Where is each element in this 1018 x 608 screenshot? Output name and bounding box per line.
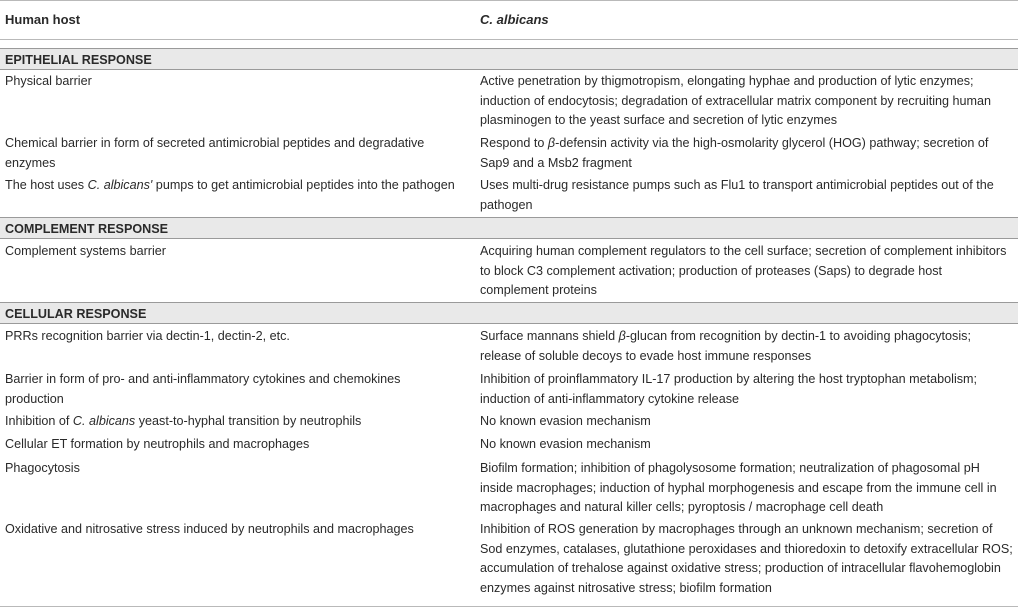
host-cell: Oxidative and nitrosative stress induced by neutrophils and macrophages <box>5 522 414 536</box>
candida-cell: Active penetration by thigmotropism, elongating hyphae and production of lytic enzymes; induction of endocytosis; degradation of extracellular matrix component by recruiting human plasminogen to the yeast surface and secretion of lytic enzymes <box>480 74 992 127</box>
beta-symbol: β <box>547 136 556 150</box>
host-cell: Cellular ET formation by neutrophils and macrophages <box>5 437 310 451</box>
candida-cell <box>480 327 1014 366</box>
candida-cell: Uses multi-drug resistance pumps such as Flu1 to transport antimicrobial peptides out of the pathogen <box>480 178 994 212</box>
candida-cell: Acquiring human complement regulators to the cell surface; secretion of complement inhibitors to block C3 complement activation; production of proteases (Saps) to degrade host complement proteins <box>480 244 1007 297</box>
header-human-host: Human host <box>5 12 81 27</box>
host-cell <box>5 412 460 432</box>
host-cell: Phagocytosis <box>5 461 80 475</box>
species-name: C. albicans' <box>87 178 153 192</box>
table-bottom-rule <box>0 606 1018 607</box>
candida-cell: No known evasion mechanism <box>480 437 651 451</box>
section-complement <box>0 217 1018 239</box>
host-cell: Physical barrier <box>5 74 92 88</box>
host-cell: Complement systems barrier <box>5 244 166 258</box>
section-label: CELLULAR RESPONSE <box>5 307 147 321</box>
section-label: EPITHELIAL RESPONSE <box>5 53 152 67</box>
host-text: Inhibition of <box>5 414 73 428</box>
host-cell: PRRs recognition barrier via dectin-1, dectin-2, etc. <box>5 329 290 343</box>
beta-symbol: β <box>618 329 626 343</box>
host-text: pumps to get antimicrobial peptides into the pathogen <box>152 178 455 192</box>
candida-cell: Inhibition of ROS generation by macrophages through an unknown mechanism; secretion of Sod enzymes, catalases, glutathione peroxidases and thioredoxin to detoxify extracellular ROS; accumulation of trehalose against oxidative stress; production of intracellular flavohemoglobin enzymes against nitrosative stress; biofilm formation <box>480 522 1013 595</box>
candida-text: Respond to <box>480 136 548 150</box>
species-name: C. albicans <box>72 414 136 428</box>
host-text: The host uses <box>5 178 88 192</box>
section-label: COMPLEMENT RESPONSE <box>5 222 169 236</box>
header-c-albicans: C. albicans <box>480 12 549 27</box>
candida-cell: Inhibition of proinflammatory IL-17 production by altering the host tryptophan metabolism; induction of anti-inflammatory cytokine release <box>480 372 978 406</box>
section-cellular <box>0 302 1018 324</box>
table-header <box>0 0 1018 40</box>
host-cell: Barrier in form of pro- and anti-inflammatory cytokines and chemokines production <box>5 372 401 406</box>
candida-text: Surface mannans shield <box>480 329 619 343</box>
candida-cell <box>480 134 1014 173</box>
host-cell <box>5 176 460 196</box>
candida-cell: No known evasion mechanism <box>480 414 651 428</box>
section-epithelial <box>0 48 1018 70</box>
candida-text: -glucan from recognition by dectin-1 to avoiding phagocytosis; release of soluble decoys to evade host immune responses <box>480 329 971 363</box>
candida-cell: Biofilm formation; inhibition of phagolysosome formation; neutralization of phagosomal pH inside macrophages; induction of hyphal morphogenesis and escape from the immune cell in macrophages and natural killer cells; pyroptosis / macrophage cell death <box>480 461 997 514</box>
candida-text: -defensin activity via the high-osmolarity glycerol (HOG) pathway; secretion of Sap9 and a Msb2 fragment <box>480 136 989 170</box>
host-text: yeast-to-hyphal transition by neutrophils <box>135 414 362 428</box>
host-cell: Chemical barrier in form of secreted antimicrobial peptides and degradative enzymes <box>5 136 425 170</box>
